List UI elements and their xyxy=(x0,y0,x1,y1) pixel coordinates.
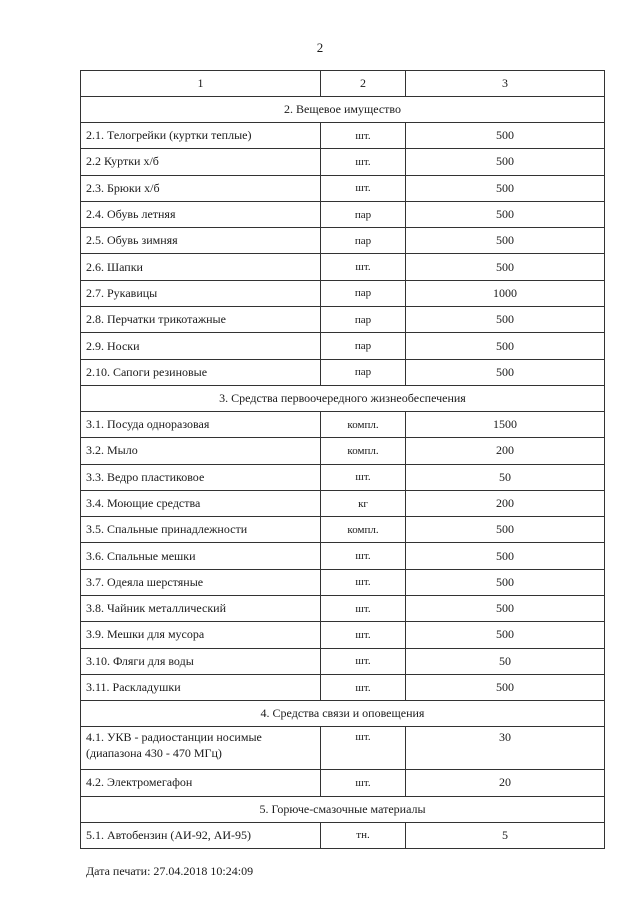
item-name: 2.6. Шапки xyxy=(81,254,321,280)
item-unit: шт. xyxy=(321,123,406,149)
table-row xyxy=(81,438,605,464)
item-name: 2.5. Обувь зимняя xyxy=(81,228,321,254)
item-unit: кг xyxy=(321,490,406,516)
item-name: 2.2 Куртки х/б xyxy=(81,149,321,175)
item-unit: компл. xyxy=(321,438,406,464)
item-qty: 1000 xyxy=(406,280,605,306)
item-unit: шт. xyxy=(321,648,406,674)
section-row xyxy=(81,97,605,123)
item-unit: шт. xyxy=(321,175,406,201)
table-row xyxy=(81,543,605,569)
table-row xyxy=(81,569,605,595)
item-qty: 50 xyxy=(406,648,605,674)
item-name: 5.1. Автобензин (АИ-92, АИ-95) xyxy=(81,822,321,848)
item-unit: шт. xyxy=(321,464,406,490)
item-unit: пар xyxy=(321,280,406,306)
section-title: 4. Средства связи и оповещения xyxy=(81,701,605,727)
page-number: 2 xyxy=(316,40,324,55)
item-qty: 50 xyxy=(406,464,605,490)
item-qty: 500 xyxy=(406,254,605,280)
table-row xyxy=(81,280,605,306)
item-name: 2.4. Обувь летняя xyxy=(81,201,321,227)
table-row xyxy=(81,175,605,201)
item-name: 3.6. Спальные мешки xyxy=(81,543,321,569)
item-unit: шт. xyxy=(321,596,406,622)
header-row xyxy=(81,71,605,97)
item-name: 4.1. УКВ - радиостанции носимые xyxy=(86,730,262,745)
item-unit: шт. xyxy=(321,149,406,175)
item-qty: 1500 xyxy=(406,411,605,437)
table-row xyxy=(81,149,605,175)
item-qty: 200 xyxy=(406,438,605,464)
header-col-1: 1 xyxy=(81,71,321,97)
table-header xyxy=(81,71,605,97)
item-qty: 500 xyxy=(406,333,605,359)
item-name-continuation: (диапазона 430 - 470 МГц) xyxy=(86,746,222,761)
item-qty: 500 xyxy=(406,543,605,569)
item-name: 2.1. Телогрейки (куртки теплые) xyxy=(81,123,321,149)
item-unit: шт. xyxy=(321,254,406,280)
item-unit: шт. xyxy=(321,727,406,770)
item-name: 4.2. Электромегафон xyxy=(81,770,321,796)
item-name: 3.7. Одеяла шерстяные xyxy=(81,569,321,595)
table-row xyxy=(81,411,605,437)
table-row xyxy=(81,622,605,648)
item-qty: 500 xyxy=(406,622,605,648)
item-name: 2.10. Сапоги резиновые xyxy=(81,359,321,385)
item-qty: 500 xyxy=(406,123,605,149)
table-row xyxy=(81,517,605,543)
table-row xyxy=(81,307,605,333)
item-name: 3.3. Ведро пластиковое xyxy=(81,464,321,490)
item-unit: шт. xyxy=(321,622,406,648)
item-unit: шт. xyxy=(321,770,406,796)
item-name: 3.8. Чайник металлический xyxy=(81,596,321,622)
item-qty: 500 xyxy=(406,569,605,595)
item-unit: пар xyxy=(321,201,406,227)
item-qty: 500 xyxy=(406,674,605,700)
item-name: 3.11. Раскладушки xyxy=(81,674,321,700)
item-name-cell xyxy=(81,727,321,770)
item-qty: 500 xyxy=(406,596,605,622)
item-name: 3.2. Мыло xyxy=(81,438,321,464)
table-row xyxy=(81,648,605,674)
item-qty: 30 xyxy=(406,727,605,770)
table-row xyxy=(81,490,605,516)
table-row xyxy=(81,596,605,622)
table-row xyxy=(81,464,605,490)
item-qty: 500 xyxy=(406,517,605,543)
item-name: 2.7. Рукавицы xyxy=(81,280,321,306)
item-unit: компл. xyxy=(321,517,406,543)
table-row xyxy=(81,333,605,359)
item-unit: шт. xyxy=(321,674,406,700)
item-name: 3.10. Фляги для воды xyxy=(81,648,321,674)
item-qty: 500 xyxy=(406,201,605,227)
item-qty: 500 xyxy=(406,175,605,201)
table-row xyxy=(81,123,605,149)
item-name: 2.9. Носки xyxy=(81,333,321,359)
item-qty: 500 xyxy=(406,307,605,333)
header-col-3: 3 xyxy=(406,71,605,97)
section-title: 2. Вещевое имущество xyxy=(81,97,605,123)
item-name: 2.3. Брюки х/б xyxy=(81,175,321,201)
item-qty: 500 xyxy=(406,359,605,385)
table-row xyxy=(81,228,605,254)
item-unit: пар xyxy=(321,228,406,254)
item-unit: пар xyxy=(321,359,406,385)
item-qty: 5 xyxy=(406,822,605,848)
section-row xyxy=(81,701,605,727)
item-name: 2.8. Перчатки трикотажные xyxy=(81,307,321,333)
item-qty: 200 xyxy=(406,490,605,516)
item-unit: шт. xyxy=(321,569,406,595)
section-row xyxy=(81,796,605,822)
supplies-table xyxy=(80,70,605,849)
print-date: Дата печати: 27.04.2018 10:24:09 xyxy=(86,864,254,878)
item-unit: пар xyxy=(321,307,406,333)
section-title: 5. Горюче-смазочные материалы xyxy=(81,796,605,822)
table-row xyxy=(81,359,605,385)
section-row xyxy=(81,385,605,411)
table-row xyxy=(81,770,605,796)
item-name: 3.4. Моющие средства xyxy=(81,490,321,516)
item-unit: шт. xyxy=(321,543,406,569)
item-name: 3.9. Мешки для мусора xyxy=(81,622,321,648)
item-qty: 500 xyxy=(406,149,605,175)
item-unit: тн. xyxy=(321,822,406,848)
table-row xyxy=(81,201,605,227)
item-qty: 500 xyxy=(406,228,605,254)
item-unit: компл. xyxy=(321,411,406,437)
table-row xyxy=(81,727,605,770)
section-title: 3. Средства первоочередного жизнеобеспечения xyxy=(81,385,605,411)
table-row xyxy=(81,674,605,700)
item-unit: пар xyxy=(321,333,406,359)
item-name: 3.1. Посуда одноразовая xyxy=(81,411,321,437)
table-row xyxy=(81,822,605,848)
item-qty: 20 xyxy=(406,770,605,796)
table-row xyxy=(81,254,605,280)
item-name: 3.5. Спальные принадлежности xyxy=(81,517,321,543)
header-col-2: 2 xyxy=(321,71,406,97)
